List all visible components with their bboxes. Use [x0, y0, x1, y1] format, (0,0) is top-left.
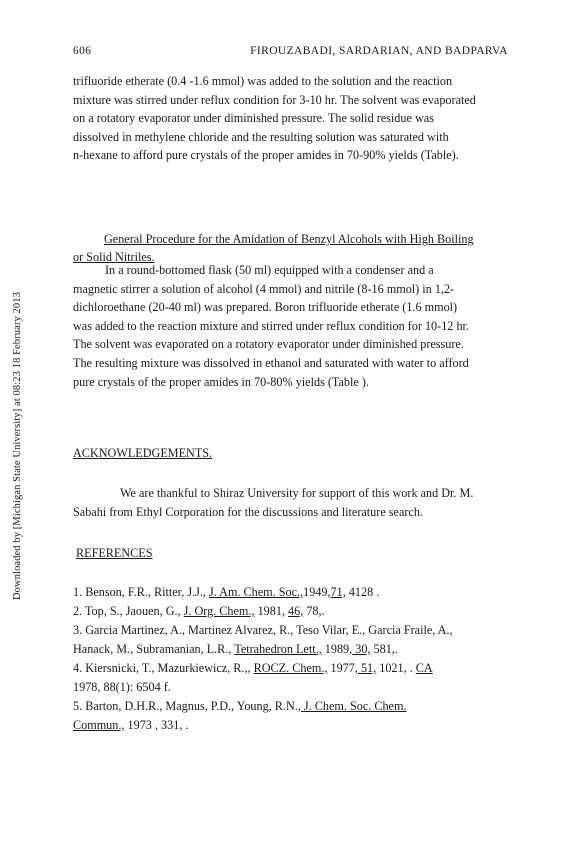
text-line: n-hexane to afford pure crystals of the proper amides in 70-90% yields (Table).	[73, 148, 459, 163]
ref-pages: 581,.	[370, 642, 398, 656]
ref-authors: 3. Garcia Martinez, A., Martinez Alvarez, R., Teso Vilar, E., Garcia Fraile, A.,	[73, 623, 453, 637]
ref-authors: 5. Barton, D.H.R., Magnus, P.D., Young, R.N.,	[73, 699, 301, 713]
ref-authors: 1. Benson, F.R., Ritter, J.J.,	[73, 585, 209, 599]
page-number: 606	[73, 45, 92, 57]
text-line: trifluoride etherate (0.4 -1.6 mmol) was added to the solution and the reaction	[73, 74, 453, 88]
ref-year: 1989,	[321, 642, 353, 656]
ref-journal: Tetrahedron Lett.,	[234, 642, 322, 656]
text-line: was added to the reaction mixture and stirred under reflux condition for 10-12 hr.	[73, 318, 469, 333]
text-line: dichloroethane (20-40 ml) was prepared. Boron trifluoride etherate (1.6 mmol)	[73, 300, 458, 315]
reference-list	[73, 583, 533, 735]
reference-item-2	[73, 602, 533, 621]
ref-volume: 51,	[357, 661, 377, 675]
heading-line: or Solid Nitriles.	[73, 250, 155, 264]
reference-item-5-cont	[73, 716, 533, 735]
procedure-paragraph	[73, 261, 525, 391]
text-line: on a rotatory evaporator under diminished pressure. The solid residue was	[73, 111, 434, 126]
reference-item-5	[73, 697, 533, 716]
ref-pages: 4128 .	[345, 585, 380, 599]
ref-journal: J. Org. Chem.,	[183, 604, 255, 618]
ref-pages: 78,.	[303, 604, 325, 618]
heading-text: REFERENCES	[76, 546, 153, 560]
download-watermark: Downloaded by [Michigan State University] at 08:23 18 February 2013	[12, 292, 23, 600]
text-line: The solvent was evaporated on a rotatory evaporator under diminished pressure.	[73, 337, 464, 352]
running-head	[73, 45, 508, 63]
section-heading-acknowledgements	[73, 444, 212, 463]
ref-journal: J. Chem. Soc. Chem.	[300, 699, 407, 713]
text-line: In a round-bottomed flask (50 ml) equipped with a condenser and a	[105, 263, 434, 277]
ref-ca-label: CA	[415, 661, 433, 675]
ref-year: 1949,	[303, 585, 331, 599]
reference-item-3	[73, 621, 533, 640]
ref-authors: 2. Top, S., Jaouen, G.,	[73, 604, 184, 618]
ref-authors: Hanack, M., Subramanian, L.R.,	[73, 642, 235, 656]
ref-authors: 4. Kiersnicki, T., Mazurkiewicz, R.,,	[73, 661, 254, 675]
section-heading-general-procedure	[104, 230, 474, 249]
reference-item-4	[73, 659, 533, 678]
ref-year: 1977,	[327, 661, 358, 675]
section-heading-references	[76, 544, 153, 563]
ref-ca-citation: 1978, 88(1): 6504 f.	[73, 680, 171, 694]
text-line: magnetic stirrer a solution of alcohol (4 mmol) and nitrile (8-16 mmol) in 1,2-	[73, 281, 455, 296]
text-line: dissolved in methylene chloride and the resulting solution was saturated with	[73, 129, 449, 144]
heading-line: General Procedure for the Amidation of Benzyl Alcohols with High Boiling	[104, 232, 474, 246]
text-line: The resulting mixture was dissolved in ethanol and saturated with water to afford	[73, 355, 469, 370]
text-line: We are thankful to Shiraz University for support of this work and Dr. M.	[120, 486, 474, 500]
heading-text: ACKNOWLEDGEMENTS.	[73, 446, 213, 460]
ref-year: 1981,	[254, 604, 289, 618]
reference-item-4-cont	[73, 678, 533, 697]
ref-pages: 1973 , 331, .	[124, 718, 189, 732]
ref-pages: 1021, .	[376, 661, 416, 675]
ref-journal: ROCZ. Chem.,	[253, 661, 328, 675]
text-line: mixture was stirred under reflux condition for 3-10 hr. The solvent was evaporated	[73, 92, 476, 107]
acknowledgements-paragraph	[73, 484, 525, 521]
ref-volume: 30,	[352, 642, 371, 656]
text-line: Sabahi from Ethyl Corporation for the discussions and literature search.	[73, 504, 423, 519]
running-head-authors: FIROUZABADI, SARDARIAN, AND BADPARVA	[250, 45, 508, 57]
ref-journal: J. Am. Chem. Soc.,	[209, 585, 304, 599]
reference-item-1	[73, 583, 533, 602]
text-line: pure crystals of the proper amides in 70-80% yields (Table ).	[73, 374, 369, 389]
ref-journal: Commun.,	[73, 718, 125, 732]
intro-paragraph	[73, 72, 525, 165]
ref-volume: 46,	[288, 604, 304, 618]
ref-volume: 71,	[330, 585, 346, 599]
reference-item-3-cont	[73, 640, 533, 659]
